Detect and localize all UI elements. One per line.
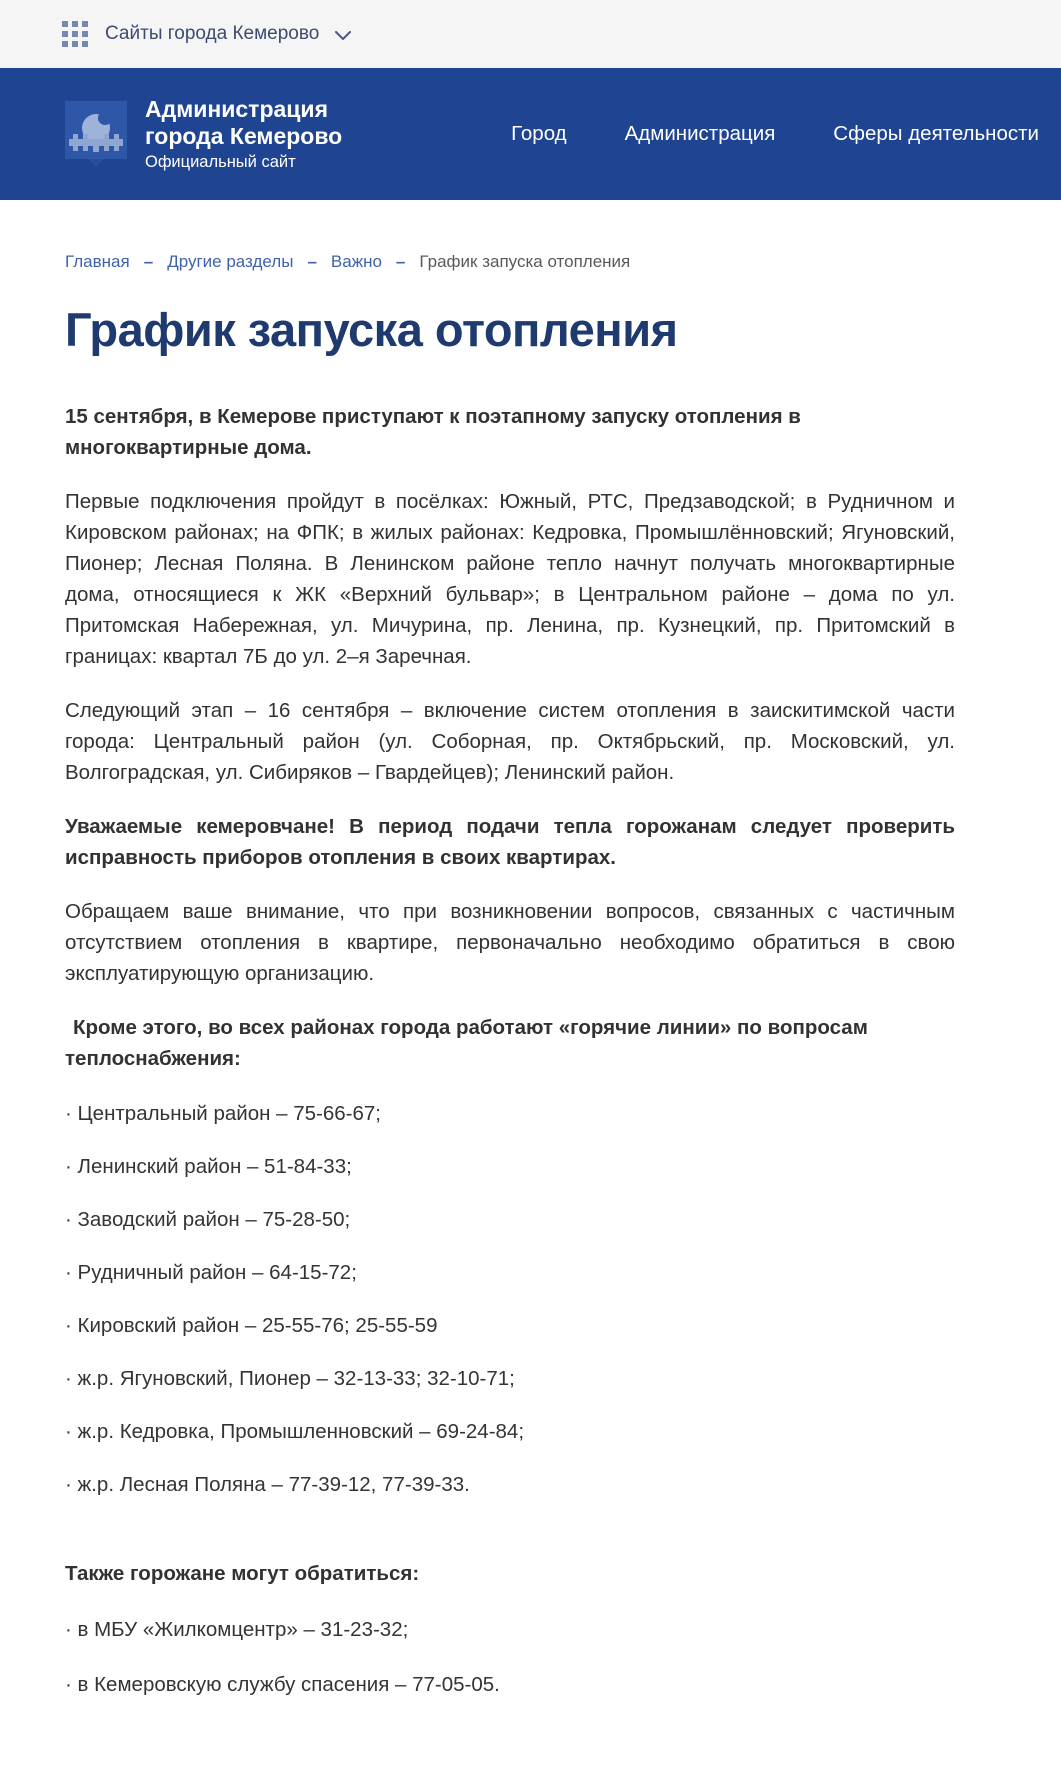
org-name-line1: Администрация <box>145 96 328 122</box>
hotlines-list <box>65 1100 955 1498</box>
nav-item-gorod[interactable]: Город <box>511 122 567 145</box>
kemerovo-coat-of-arms-logo <box>65 101 127 167</box>
sites-dropdown-label[interactable]: Сайты города Кемерово <box>105 23 320 44</box>
hotline-item: · ж.р. Лесная Поляна – 77-39-12, 77-39-33. <box>65 1473 470 1496</box>
breadcrumb-separator: – <box>307 252 317 271</box>
hotline-item: · ж.р. Ягуновский, Пионер – 32-13-33; 32-10-71; <box>65 1367 515 1390</box>
article-lead-paragraph: 15 сентября, в Кемерове приступают к поэтапному запуску отопления в многоквартирные дома. <box>65 405 801 459</box>
breadcrumb <box>65 252 955 272</box>
hotline-item: · Ленинский район – 51-84-33; <box>65 1155 352 1178</box>
page-content <box>0 200 1061 1756</box>
site-logo-link[interactable] <box>65 96 342 172</box>
also-contact-heading: Также горожане могут обратиться: <box>65 1562 420 1585</box>
hotline-item: · Кировский район – 25-55-76; 25-55-59 <box>65 1314 438 1337</box>
hotline-item: · Рудничный район – 64-15-72; <box>65 1261 357 1284</box>
article-paragraph: Следующий этап – 16 сентября – включение систем отопления в заискитимской части города: Центральный район (ул. Соборная, пр. Октябрьский, пр. Московский, ул. Волгоградская, ул. Сибиряков – Гвардейцев); Ленинский район. <box>65 699 955 784</box>
hotlines-heading: Кроме этого, во всех районах города работают «горячие линии» по вопросам теплоснабжения: <box>65 1016 868 1070</box>
article-paragraph: Первые подключения пройдут в посёлках: Южный, РТС, Предзаводской; в Рудничном и Кировском районах; на ФПК; в жилых районах: Кедровка, Промышлённовский; Ягуновский, Пионер; Лесная Поляна. В Ленинском районе тепло начнут получать многоквартирные дома, относящиеся к ЖК «Верхний бульвар»; в Центральном районе – дома по ул. Притомская Набережная, ул. Мичурина, пр. Ленина, пр. Кузнецкий, пр. Притомский в границах: квартал 7Б до ул. 2–я Заречная. <box>65 490 955 668</box>
nav-item-administraciya[interactable]: Администрация <box>624 122 776 145</box>
also-contact-list <box>65 1616 955 1698</box>
hotline-item: · Заводский район – 75-28-50; <box>65 1208 351 1231</box>
chevron-down-icon[interactable] <box>335 27 351 45</box>
sites-topbar <box>0 0 1061 68</box>
breadcrumb-separator: – <box>395 252 406 271</box>
hotline-item: · Центральный район – 75-66-67; <box>65 1102 381 1125</box>
hotline-item: · ж.р. Кедровка, Промышленновский – 69-24-84; <box>65 1420 525 1443</box>
nav-item-sfery-deyatelnosti[interactable]: Сферы деятельности <box>833 122 1039 145</box>
apps-grid-icon[interactable] <box>62 21 89 48</box>
breadcrumb-important-link[interactable]: Важно <box>330 252 382 271</box>
org-name <box>145 96 342 149</box>
breadcrumb-home-link[interactable]: Главная <box>65 252 130 271</box>
main-navigation <box>511 122 1039 146</box>
org-subtitle: Официальный сайт <box>145 153 296 171</box>
breadcrumb-current: График запуска отопления <box>419 252 631 271</box>
org-name-line2: города Кемерово <box>145 123 343 149</box>
page-title: График запуска отопления <box>65 303 678 356</box>
breadcrumb-separator: – <box>143 252 154 271</box>
also-contact-item: · в МБУ «Жилкомцентр» – 31-23-32; <box>65 1618 409 1641</box>
breadcrumb-other-sections-link[interactable]: Другие разделы <box>167 252 294 271</box>
article-paragraph: Обращаем ваше внимание, что при возникновении вопросов, связанных с частичным отсутствием отопления в квартире, первоначально необходимо обратиться в свою эксплуатирующую организацию. <box>65 900 955 985</box>
site-header <box>0 68 1061 200</box>
article-notice-paragraph: Уважаемые кемеровчане! В период подачи тепла горожанам следует проверить исправность приборов отопления в своих квартирах. <box>65 815 955 869</box>
sites-dropdown[interactable] <box>62 21 351 48</box>
also-contact-item: · в Кемеровскую службу спасения – 77-05-05. <box>65 1673 500 1696</box>
